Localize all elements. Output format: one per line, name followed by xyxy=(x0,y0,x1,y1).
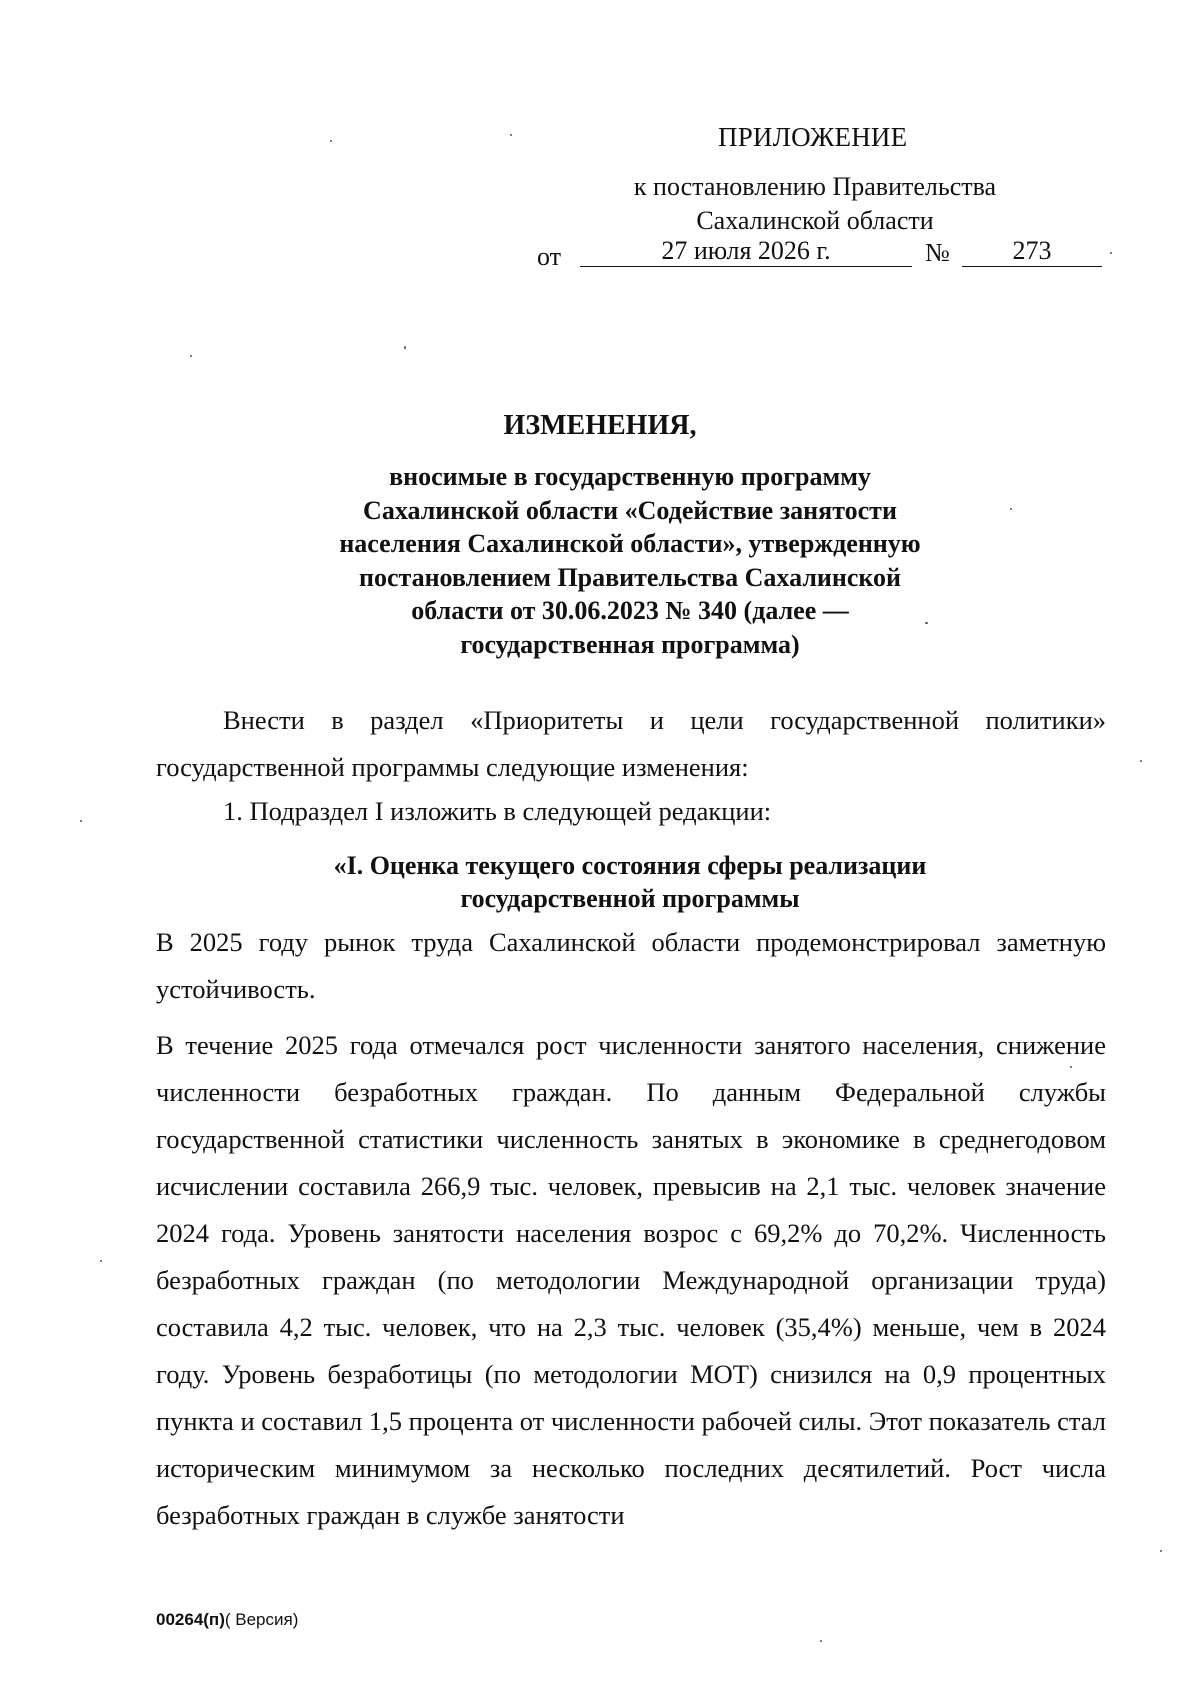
item-1: 1. Подраздел I изложить в следующей редакции: xyxy=(223,796,772,826)
from-label: от xyxy=(537,242,562,271)
paragraph-2 xyxy=(156,1022,1106,1539)
decree-number: 273 xyxy=(962,236,1102,267)
section-heading-line: государственной программы xyxy=(460,884,800,913)
paragraph-2-text: В течение 2025 года отмечался рост численности занятого населения, снижение численности безработных граждан. По данным Федеральной службы государственной статистики численность занятых в экономике в среднегодовом исчислении составила 266,9 тыс. человек, превысив на 2,1 тыс. человек значение 2024 года. Уровень занятости населения возрос с 69,2% до 70,2%. Численность безработных граждан (по методологии Международной организации труда) составила 4,2 тыс. человек, что на 2,3 тыс. человек (35,4%) меньше, чем в 2024 году. Уровень безработицы (по методологии МОТ) снизился на 0,9 процентных пункта и составил 1,5 процента от численности рабочей силы. Этот показатель стал историческим минимумом за несколько последних десятилетий. Рост числа безработных граждан в службе занятости xyxy=(156,1030,1106,1530)
appendix-line-1: к постановлению Правительства xyxy=(633,172,997,201)
appendix-title: ПРИЛОЖЕНИЕ xyxy=(718,122,908,152)
scan-speck xyxy=(404,346,406,349)
footer-code xyxy=(156,1610,298,1630)
scan-speck xyxy=(1140,760,1142,762)
subtitle-line: постановлением Правительства Сахалинской xyxy=(358,562,902,592)
scan-speck xyxy=(330,140,332,142)
subtitle-line: населения Сахалинской области», утвержденную xyxy=(339,529,921,558)
intro-paragraph xyxy=(156,697,1106,791)
appendix-date-row xyxy=(537,236,1107,270)
subtitle-line: области от 30.06.2023 № 340 (далее — xyxy=(411,596,849,625)
section-heading-line: «I. Оценка текущего состояния сферы реализации xyxy=(333,851,927,880)
scan-speck xyxy=(820,1640,822,1642)
document-title: ИЗМЕНЕНИЯ, xyxy=(503,410,697,441)
scan-speck xyxy=(100,1260,102,1262)
decree-date: 27 июля 2026 г. xyxy=(580,236,912,267)
appendix-line-2: Сахалинской области xyxy=(696,206,934,235)
paragraph-1-text: В 2025 году рынок труда Сахалинской области продемонстрировал заметную устойчивость. xyxy=(156,927,1106,1004)
subtitle-line: государственная программа) xyxy=(460,629,800,659)
paragraph-1 xyxy=(156,919,1106,1013)
scan-speck xyxy=(1070,1066,1072,1068)
number-sign: № xyxy=(925,238,950,267)
scan-speck xyxy=(1110,252,1112,254)
document-subtitle xyxy=(250,460,1010,661)
version-label: ( Версия) xyxy=(224,1610,299,1629)
scan-speck xyxy=(510,134,512,136)
scan-speck xyxy=(190,355,192,357)
section-heading xyxy=(250,849,1010,915)
scan-speck xyxy=(80,820,82,822)
scan-speck xyxy=(1010,508,1012,510)
subtitle-line: Сахалинской области «Содействие занятости xyxy=(363,495,897,525)
scan-speck xyxy=(1160,1550,1162,1552)
intro-text: Внести в раздел «Приоритеты и цели государственной политики» государственной программы следующие изменения: xyxy=(156,705,1106,782)
scan-speck xyxy=(925,622,928,624)
document-code: 00264(п) xyxy=(156,1610,225,1629)
subtitle-line: вносимые в государственную программу xyxy=(389,462,871,491)
